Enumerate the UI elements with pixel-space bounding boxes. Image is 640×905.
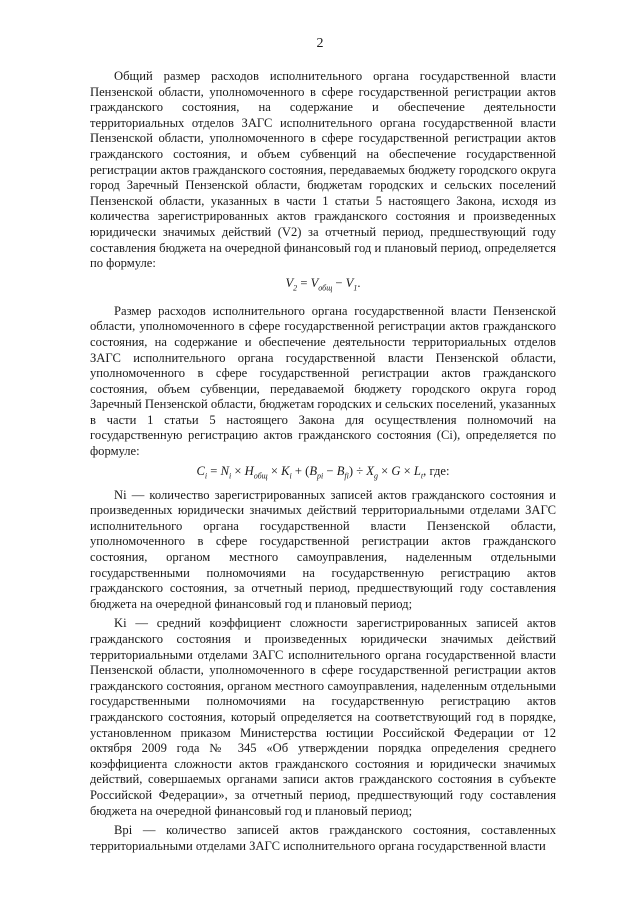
formula-v2: $V_2 = V_{общ} - V_1$. xyxy=(285,275,361,293)
document-body xyxy=(90,69,556,854)
paragraph-expense-size: Размер расходов исполнительного органа государственной власти Пензенской области, уполномоченного в сфере государственной регистрации актов гражданского состояния, на содержание и обеспечение деятельности территориальных отделов ЗАГС исполнительного органа государственной власти Пензенской области, уполномоченного в сфере государственной регистрации актов гражданского состояния, объем субвенции, передаваемой бюджету городского округа город Заречный Пензенской области, бюджетам городских и сельских поселений, указанных в части 1 статьи 5 настоящего Закона для осуществления полномочий на государственную регистрацию актов гражданского состояния (Ci), определяется по формуле: xyxy=(90,303,556,459)
formula-ci: $C_i = N_i \times H_{общ} \times K_i + (B_{pi} - B_{fi}) \div X_g \times G \times L_t$, где: xyxy=(196,463,450,481)
definition-ki: Ki — средний коэффициент сложности зарегистрированных записей актов гражданского состояния и произведенных юридически значимых действий территориальными отделами ЗАГС исполнительного органа государственной власти Пензенской области, уполномоченного в сфере государственной регистрации актов гражданского состояния, органом местного самоуправления, наделенным отдельными государственными полномочиями на государственную регистрацию актов гражданского состояния, который определяется на соответствующий год в порядке, установленном приказом Министерства юстиции Российской Федерации от 12 октября 2009 года № 345 «Об утверждении порядка определения среднего коэффициента сложности актов гражданского состояния и юридически значимых действий, совершаемых органами записи актов гражданского состояния в субъекте Российской Федерации», за отчетный период, предшествующий году составления бюджета на очередной финансовый год и плановый период; xyxy=(90,616,556,818)
definition-ni: Ni — количество зарегистрированных записей актов гражданского состояния и произведенных юридически значимых действий территориальными отделами ЗАГС исполнительного органа государственной власти Пензенской области, уполномоченного в сфере государственной регистрации актов гражданского состояния, органом местного самоуправления, наделенным отдельными государственными полномочиями на государственную регистрацию актов гражданского состояния, за отчетный период, предшествующий году составления бюджета на очередной финансовый год и плановый период; xyxy=(90,487,556,611)
definition-bpi: Bpi — количество записей актов гражданского состояния, составленных территориальными отделами ЗАГС исполнительного органа государственной власти xyxy=(90,823,556,853)
paragraph-total-expenses: Общий размер расходов исполнительного органа государственной власти Пензенской области, уполномоченного в сфере государственной регистрации актов гражданского состояния, на содержание и обеспечение деятельности территориальных отделов ЗАГС исполнительного органа государственной власти Пензенской области, уполномоченного в сфере государственной регистрации актов гражданского состояния, и объем субвенций на обеспечение государственной регистрации актов гражданского состояния, передаваемых бюджету городского округа город Заречный Пензенской области, бюджетам городских и сельских поселений Пензенской области, указанных в части 1 статьи 5 настоящего Закона, исходя из количества зарегистрированных актов гражданского состояния и произведенных юридически значимых действий (V2) за отчетный период, предшествующий году составления бюджета на очередной финансовый год и плановый период, определяется по формуле: xyxy=(90,69,556,271)
page-number: 2 xyxy=(316,36,324,51)
